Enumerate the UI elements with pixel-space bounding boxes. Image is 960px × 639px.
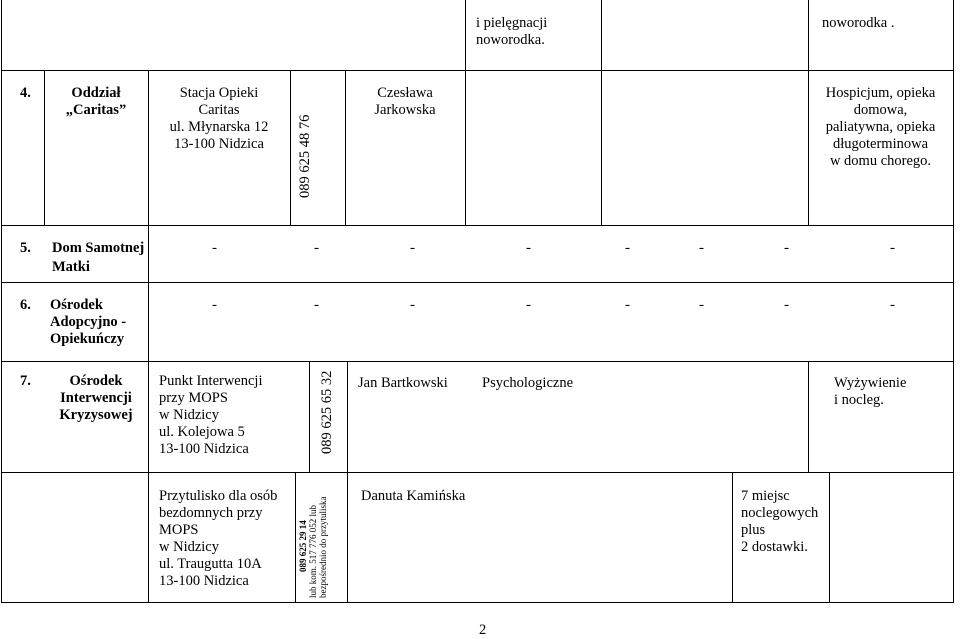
institution-address: Punkt Interwencji przy MOPS w Nidzicy ul. Kolejowa 5 13-100 Nidzica [159,373,263,457]
contact-person: Jan Bartkowski [358,375,448,391]
border-left [1,0,2,603]
row-number: 5. [20,240,31,256]
row-line [1,602,954,603]
row-number: 6. [20,297,31,313]
empty-dash: - [212,240,217,256]
row-line [1,70,954,71]
institution-name: Ośrodek Adopcyjno - Opiekuńczy [50,297,127,347]
col-line [808,361,809,472]
row-number: 7. [20,373,31,389]
empty-dash: - [625,297,630,313]
row-line [1,361,954,362]
empty-dash: - [890,297,895,313]
institution-name: Ośrodek Interwencji Kryzysowej [59,373,133,423]
page-number: 2 [479,622,487,638]
empty-dash: - [699,240,704,256]
empty-dash: - [410,240,415,256]
col-line [732,472,733,602]
empty-dash: - [314,297,319,313]
contact-person: Czesława Jarkowska [374,85,436,118]
col-line [601,0,602,225]
col-line [148,361,149,472]
border-right [953,0,954,603]
empty-dash: - [526,240,531,256]
empty-dash: - [410,297,415,313]
institution-name: Dom Samotnej Matki [52,240,145,275]
row-line [1,282,954,283]
col-line [290,70,291,225]
empty-dash: - [526,297,531,313]
top-row-care-text: i pielęgnacji noworodka. [476,15,548,48]
empty-dash: - [212,297,217,313]
empty-dash: - [314,240,319,256]
services-offered: Wyżywienie i nocleg. [834,375,907,408]
empty-dash: - [784,240,789,256]
contact-person: Danuta Kamińska [361,488,466,504]
row-line [1,225,954,226]
empty-dash: - [699,297,704,313]
phone-number: 089 625 65 32 [319,370,335,454]
phone-numbers: 089 625 29 14 lub kom. 517 776 052 lub bezpośrednio do przytuliska [298,496,328,598]
col-line [829,472,830,602]
col-line [465,0,466,225]
empty-dash: - [890,240,895,256]
row-number: 4. [20,85,31,101]
col-line [148,472,149,602]
institution-address: Stacja Opieki Caritas ul. Młynarska 12 13-100 Nidzica [169,85,269,152]
institution-address: Przytulisko dla osób bezdomnych przy MOPS w Nidzicy ul. Traugutta 10A 13-100 Nidzica [159,488,278,589]
col-line [295,472,296,602]
col-line [309,361,310,472]
empty-dash: - [784,297,789,313]
assistance-type: Psychologiczne [482,375,574,391]
top-row-newborn-text: noworodka . [822,15,895,31]
row-line [1,472,954,473]
services-offered: Hospicjum, opieka domowa, paliatywna, opieka długoterminowa w domu chorego. [825,85,936,169]
col-line [347,361,348,472]
services-offered: 7 miejsc noclegowych plus 2 dostawki. [741,488,819,555]
empty-dash: - [625,240,630,256]
col-line [347,472,348,602]
institution-name: Oddział „Caritas” [65,85,127,118]
phone-number: 089 625 48 76 [297,114,313,198]
col-line [148,225,149,361]
